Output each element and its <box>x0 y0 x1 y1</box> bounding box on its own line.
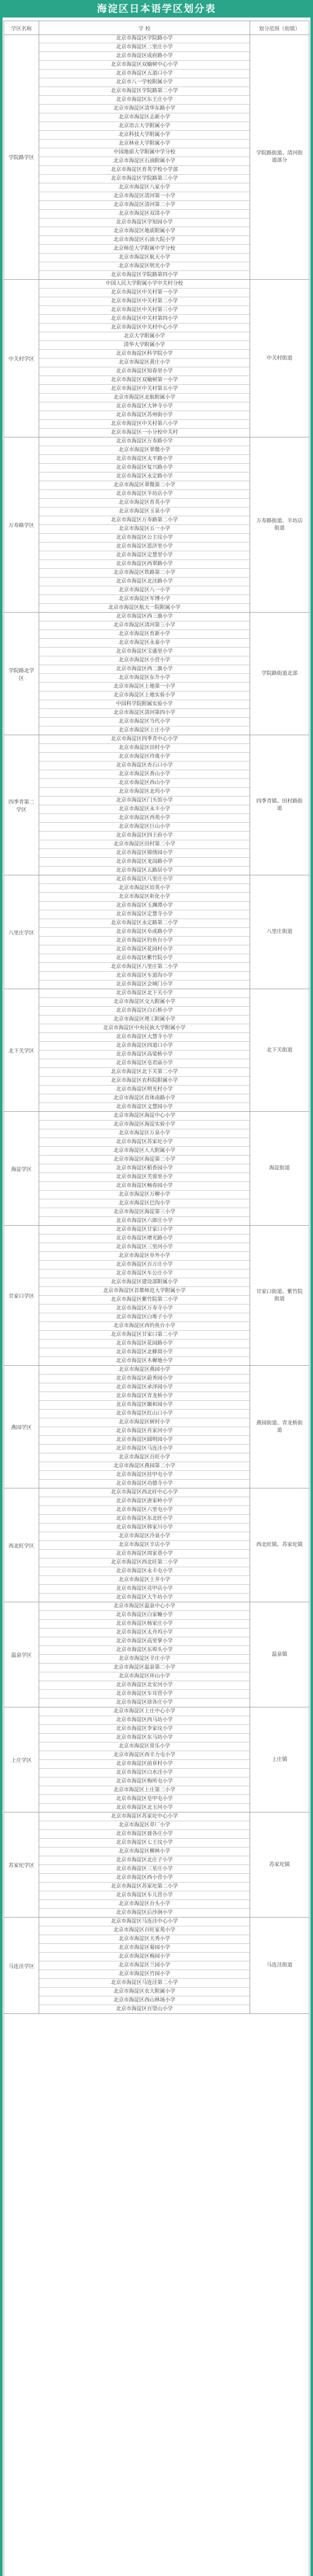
school-row: 北京市海淀区亮甲店小学 <box>39 1585 250 1594</box>
district-name: 万寿路学区 <box>4 437 39 612</box>
school-row: 北京市海淀区首都师范大学附属小学 <box>39 1287 250 1296</box>
school-row: 北京市海淀区白水洼小学 <box>39 1769 250 1777</box>
school-row: 北京市海淀区香山小学 <box>39 770 250 779</box>
school-row: 北京市海淀区车公庄小学 <box>39 1269 250 1278</box>
school-row: 北京市海淀区皂君庙小学 <box>39 1059 250 1068</box>
school-row: 北京市海淀区锦绣园小学 <box>39 849 250 858</box>
school-row: 北京市海淀区西三旗小学 <box>39 613 250 621</box>
school-row: 北京市海淀区冷泉小学 <box>39 1532 250 1541</box>
school-row: 北京市海淀区紫竹院第二小学 <box>39 1296 250 1304</box>
school-row: 北京市海淀区燕园第二小学 <box>39 1462 250 1471</box>
school-row: 中国地质大学附属中学分校 <box>39 148 250 157</box>
district-section <box>4 280 309 437</box>
school-row: 北京市海淀区北航附属小学 <box>39 394 250 402</box>
district-area: 四季青镇、田村路街道 <box>250 735 309 875</box>
school-row: 北京市海淀区苏州街小学 <box>39 411 250 420</box>
school-row: 北京市海淀区永定路第二小学 <box>39 919 250 928</box>
district-name: 学院路北学区 <box>4 613 39 735</box>
school-list <box>39 613 250 735</box>
school-row: 北京市海淀区聂各庄小学 <box>39 1830 250 1839</box>
school-row: 北京市海淀区皂甲屯小学 <box>39 1795 250 1804</box>
school-row: 北京市海淀区徐各庄小学 <box>116 1700 173 1705</box>
district-area: 北下关街道 <box>250 989 309 1111</box>
table-header <box>4 21 309 35</box>
district-section <box>4 875 309 989</box>
school-row: 北京市海淀区钓鱼台小学 <box>39 937 250 945</box>
school-row: 北京市海淀区定慧寺小学 <box>39 910 250 919</box>
school-row: 北京市海淀区文慧园小学 <box>116 1104 173 1110</box>
district-area: 甘家口街道、紫竹院街道 <box>250 1226 309 1365</box>
school-row: 北京市海淀区白石桥小学 <box>39 1007 250 1015</box>
school-row: 清华大学附属小学 <box>39 341 250 350</box>
school-row: 北京市海淀区上庄小学 <box>119 727 170 733</box>
school-row: 北京市海淀区永丰屯小学 <box>39 1567 250 1576</box>
district-area: 上庄镇 <box>250 1707 309 1812</box>
school-row: 北京市海淀区海淀第二小学 <box>39 1156 250 1164</box>
school-row: 北京市海淀区西翠路小学 <box>39 560 250 569</box>
school-row: 北京市海淀区上庄第二小学 <box>39 1786 250 1795</box>
school-row: 北京市海淀区西钓鱼台小学 <box>39 1322 250 1331</box>
school-row: 北京市海淀区畅春园小学 <box>39 1182 250 1191</box>
school-row: 北京市海淀区恩济里小学 <box>39 543 250 551</box>
school-row: 北京市海淀区西苑小学 <box>39 814 250 823</box>
district-name: 马连洼学区 <box>4 1918 39 2013</box>
school-row: 北京市海淀区百万庄小学 <box>39 1261 250 1269</box>
school-row: 北京市海淀区承泽园小学 <box>39 1383 250 1392</box>
school-row: 北京市海淀区功德寺小学 <box>116 1481 173 1486</box>
school-row: 北京市海淀区北庄子小学 <box>39 1856 250 1865</box>
school-row: 北京市海淀区理工附属小学 <box>39 1015 250 1024</box>
school-row: 北京市海淀区燕园小学 <box>39 1366 250 1375</box>
school-row: 北京市海淀区学院路第二小学 <box>39 87 250 96</box>
school-row: 北京市海淀区育新小学 <box>39 630 250 639</box>
school-row: 北京市海淀区海淀中心小学 <box>39 1112 250 1121</box>
school-row: 北京市海淀区宝盛里小学 <box>39 648 250 656</box>
district-section <box>4 1602 309 1707</box>
district-area: 八里庄街道 <box>250 875 309 989</box>
school-row: 北京市海淀区阜成路小学 <box>39 928 250 937</box>
school-row: 北京市海淀区翠微第二小学 <box>39 481 250 490</box>
school-row: 北京市海淀区羊坊店小学 <box>39 490 250 499</box>
district-name: 海淀学区 <box>4 1112 39 1225</box>
school-row: 北京市海淀区建设部附属小学 <box>39 1278 250 1287</box>
school-row: 北京市海淀区北玉河小学 <box>116 1805 173 1810</box>
school-row: 北京市海淀区培英小学 <box>39 884 250 893</box>
school-row: 北京大学附属小学 <box>39 332 250 341</box>
school-row: 北京市海淀区清华东路小学 <box>39 105 250 113</box>
school-row: 北京市海淀区一小分校中关村 <box>111 430 178 435</box>
district-area: 马连洼街道 <box>250 1918 309 2013</box>
school-row: 北京市海淀区永泰小学 <box>39 639 250 648</box>
school-row: 北京市海淀区石油附属小学 <box>39 157 250 166</box>
school-row: 北京市海淀区航天一院附属小学 <box>108 605 180 611</box>
school-row: 北京市海淀区马连洼第二小学 <box>39 1979 250 1988</box>
school-row: 北京市海淀区颐和园小学 <box>39 1401 250 1410</box>
school-row: 北京市海淀区定慧里小学 <box>39 551 250 560</box>
school-row: 北京市海淀区成府路小学 <box>39 52 250 61</box>
school-row: 北京市海淀区八一小学 <box>39 586 250 595</box>
school-row: 北京林业大学附属小学 <box>39 140 250 148</box>
school-row: 北京市海淀区常乐小学 <box>39 1742 250 1751</box>
school-row: 北京市海淀区石油大院小学 <box>39 236 250 245</box>
school-row: 北京市海淀区明光小学 <box>39 262 250 271</box>
school-row: 北京市海淀区永定路小学 <box>39 472 250 481</box>
school-row: 北京市八一学校附属小学 <box>39 78 250 87</box>
school-row: 北京市海淀区上地第一小学 <box>39 683 250 691</box>
school-row: 北京市海淀区永丰小学 <box>39 805 250 814</box>
school-row: 北京市海淀区中关村第二小学 <box>39 297 250 306</box>
school-row: 北京市海淀区双清小学 <box>39 210 250 218</box>
school-row: 北京市海淀区中关村中心小学 <box>39 324 250 332</box>
school-list <box>39 1602 250 1707</box>
district-area: 西北旺镇、苏家坨镇 <box>250 1488 309 1602</box>
school-row: 北京市海淀区八里庄小学 <box>39 875 250 884</box>
school-row: 北京市海淀区中关村第四小学 <box>39 315 250 324</box>
school-row: 北京市海淀区北蜂窝小学 <box>39 1348 250 1357</box>
page-title: 海淀区日本语学区划分表 <box>0 0 313 18</box>
school-row: 北京市海淀区东埠头小学 <box>39 1646 250 1655</box>
school-row: 北京市海淀区五道口小学 <box>39 70 250 78</box>
school-row: 北京市海淀区万寿路小学 <box>39 437 250 446</box>
school-row: 北京市海淀区育英学校小学部 <box>39 166 250 175</box>
district-name: 学院路学区 <box>4 35 39 279</box>
school-row: 北京市海淀区温泉中心小学 <box>39 1602 250 1611</box>
school-row: 北京市海淀区清河第二小学 <box>39 201 250 210</box>
school-row: 北京市海淀区白堆子小学 <box>39 1313 250 1322</box>
school-row: 北京市海淀区会城门小学 <box>116 981 173 987</box>
school-row: 北京市海淀区北坞小学 <box>39 788 250 796</box>
school-row: 北京市海淀区清河第四小学 <box>39 709 250 718</box>
school-row: 北京市海淀区四王府小学 <box>39 832 250 840</box>
school-row: 北京市海淀区甘家口第二小学 <box>39 1331 250 1340</box>
school-list <box>39 735 250 875</box>
school-row: 北京市海淀区知春里小学 <box>39 367 250 376</box>
district-section <box>4 35 309 280</box>
school-row: 北京市海淀区六里屯小学 <box>39 1506 250 1515</box>
school-row: 北京市海淀区学院路小学 <box>39 35 250 43</box>
district-section <box>4 989 309 1112</box>
school-row: 北京市海淀区百旺小学 <box>39 1453 250 1462</box>
school-row: 北京市海淀区八里庄第二小学 <box>39 963 250 972</box>
school-row: 北京市海淀区西北旺中心小学 <box>39 1488 250 1497</box>
school-row: 北京市海淀区七王坟小学 <box>39 1839 250 1848</box>
school-row: 北京市海淀区地质附属小学 <box>39 227 250 236</box>
school-row: 北京市海淀区环山小学 <box>39 1672 250 1681</box>
school-row: 北京市海淀区大慧寺小学 <box>39 1033 250 1042</box>
header-area: 划分范围（街镇） <box>250 21 309 35</box>
school-row: 北京市海淀区花园村小学 <box>39 945 250 954</box>
school-row: 北京市海淀区草厂小学 <box>39 1821 250 1830</box>
school-row: 北京市海淀区东马坊小学 <box>39 1734 250 1742</box>
school-row: 北京市海淀区土井小学 <box>39 1576 250 1585</box>
school-row: 北京市海淀区小营小学 <box>39 656 250 665</box>
school-row: 北京市海淀区车道沟小学 <box>39 972 250 980</box>
school-row: 北京市海淀区太平路小学 <box>39 455 250 464</box>
school-row: 北京市海淀区万泉小学 <box>39 1129 250 1138</box>
school-row: 北京市海淀区黄庄小学 <box>39 359 250 367</box>
school-row: 北京市海淀区玉渊潭小学 <box>39 902 250 910</box>
school-row: 北京市海淀区西辛力屯小学 <box>39 1751 250 1760</box>
school-list <box>39 875 250 989</box>
school-row: 北京市海淀区海淀第三小学 <box>39 1208 250 1217</box>
school-row: 北京市海淀区田村小学 <box>39 744 250 753</box>
school-row: 北京市海淀区高梁桥小学 <box>39 1050 250 1059</box>
school-row: 北京市海淀区马连洼中心小学 <box>39 1918 250 1926</box>
school-row: 北京市海淀区万柳小学 <box>39 1191 250 1199</box>
school-row: 北京市海淀区李家坟小学 <box>39 1725 250 1734</box>
school-row: 北京市海淀区翠微小学 <box>39 446 250 455</box>
school-row: 北京市海淀区芙蓉里小学 <box>39 1173 250 1182</box>
school-row: 北京市海淀区六郎庄小学 <box>116 1218 173 1224</box>
school-row: 北京市海淀区稻香园小学 <box>39 1164 250 1173</box>
district-name: 苏家坨学区 <box>4 1812 39 1917</box>
school-row: 北京市海淀区海淀实验小学 <box>39 1121 250 1129</box>
school-row: 北京市海淀区杏石口小学 <box>39 761 250 770</box>
school-row: 北京市海淀区车儿营小学 <box>39 1891 250 1900</box>
district-table <box>4 21 309 2576</box>
school-row: 中国人民大学附属小学中关村分校 <box>39 280 250 289</box>
school-row: 北京市海淀区红山口小学 <box>39 1410 250 1418</box>
school-row: 北京市海淀区高里掌小学 <box>39 1637 250 1646</box>
district-area: 学院路街道北部 <box>250 613 309 735</box>
school-row: 北京市海淀区增光路小学 <box>39 1234 250 1243</box>
school-list <box>39 437 250 612</box>
school-row: 北京市海淀区梅所屯小学 <box>39 1777 250 1786</box>
school-row: 北京市海淀区竹园小学 <box>39 1970 250 1979</box>
school-list <box>39 1366 250 1488</box>
school-row: 北京市海淀区菊园小学 <box>39 1944 250 1953</box>
school-row: 北京市海淀区龙岗路小学 <box>39 858 250 867</box>
school-row: 北京市海淀区百旺家苑小学 <box>39 1926 250 1935</box>
school-row: 北京市海淀区四道口小学 <box>39 1042 250 1050</box>
school-row: 北京市海淀区大牛坊小学 <box>116 1595 173 1600</box>
school-row: 北京市海淀区花园路小学 <box>39 1340 250 1348</box>
district-section <box>4 1918 309 2014</box>
header-schools: 学 校 <box>138 26 151 32</box>
school-row: 北京市海淀区学院路第四小学 <box>111 272 178 278</box>
school-row: 北京市海淀区农科院附属小学 <box>39 1077 250 1086</box>
district-name: 四季青第二学区 <box>4 735 39 875</box>
school-row: 北京市海淀区挂甲屯小学 <box>39 1471 250 1480</box>
district-name: 燕园学区 <box>4 1366 39 1488</box>
school-row: 北京市海淀区中央民族大学附属小学 <box>39 1024 250 1033</box>
school-row: 北京市海淀区铁路第二小学 <box>39 569 250 578</box>
school-list <box>39 1918 250 2013</box>
school-row: 北京市海淀区田村第二小学 <box>39 840 250 849</box>
school-row: 北京科技大学附属小学 <box>39 131 250 140</box>
district-area: 万寿路街道、羊坊店街道 <box>250 437 309 612</box>
school-row: 北京市海淀区东北旺小学 <box>39 1515 250 1523</box>
school-row: 北京市海淀区梅园小学 <box>39 1953 250 1961</box>
school-row: 北京市海淀区人大附属小学 <box>39 1147 250 1156</box>
district-section <box>4 1366 309 1488</box>
school-row: 北京市海淀区玉泉小学 <box>39 507 250 516</box>
district-area: 苏家坨镇 <box>250 1812 309 1917</box>
school-row: 北京市海淀区唐家岭小学 <box>39 1497 250 1506</box>
school-row: 北京市海淀区北洼路小学 <box>39 578 250 586</box>
school-row: 北京市海淀区中关村第五小学 <box>39 385 250 394</box>
school-row: 北京市海淀区五一小学 <box>39 525 250 534</box>
school-row: 北京市海淀区门头馆小学 <box>39 796 250 805</box>
school-row: 北京市海淀区八家小学 <box>39 183 250 192</box>
district-area: 海淀街道 <box>250 1112 309 1225</box>
school-row: 北京市海淀区圆明园小学 <box>39 1436 250 1445</box>
school-row: 北京市海淀区学知园小学 <box>39 218 250 227</box>
school-list <box>39 1226 250 1365</box>
district-name: 上庄学区 <box>4 1707 39 1812</box>
school-list <box>39 1112 250 1225</box>
school-row: 北京市海淀区天秀小学 <box>39 1935 250 1944</box>
school-row: 北京市海淀区明光村小学 <box>39 1086 250 1094</box>
school-row: 北京市海淀区中关村第一小学 <box>39 289 250 297</box>
school-row: 北京语言大学附属小学 <box>39 122 250 131</box>
school-row: 北京市海淀区兰园小学 <box>39 1961 250 1970</box>
district-name: 中关村学区 <box>4 280 39 437</box>
school-row: 北京市海淀区复兴路小学 <box>39 464 250 472</box>
district-name: 甘家口学区 <box>4 1226 39 1365</box>
school-row: 北京市海淀区前章村小学 <box>39 1760 250 1769</box>
district-name: 温泉学区 <box>4 1602 39 1707</box>
school-row: 北京市海淀区万寿路第二小学 <box>39 516 250 525</box>
school-row: 北京市海淀区双榆树第一小学 <box>39 376 250 385</box>
district-name: 八里庄学区 <box>4 875 39 989</box>
school-row: 北京市海淀区中关村第三小学 <box>39 306 250 315</box>
school-row: 北京市海淀区甘家口小学 <box>39 1226 250 1234</box>
school-row: 北京市海淀区树村小学 <box>39 1418 250 1427</box>
school-row: 北京市海淀区西山小学 <box>39 779 250 788</box>
school-row: 北京市海淀区后沙涧小学 <box>116 1910 173 1916</box>
school-row: 北京市海淀区上地实验小学 <box>39 691 250 700</box>
school-row: 北京市海淀区白家疃小学 <box>39 1611 250 1620</box>
school-row: 北京市海淀区学院路第三小学 <box>39 175 250 183</box>
school-row: 北京市海淀区西山林场小学 <box>39 1996 250 2005</box>
school-row: 北京市海淀区巨山小学 <box>39 823 250 832</box>
school-list <box>39 1488 250 1602</box>
district-section <box>4 1488 309 1602</box>
school-list <box>39 989 250 1111</box>
school-row: 北京市海淀区韩家川小学 <box>39 1523 250 1532</box>
school-row: 北京市海淀区北下关第二小学 <box>39 1068 250 1077</box>
school-row: 北京市海淀区五路居小学 <box>116 868 173 873</box>
school-row: 北京市海淀区辛店小学 <box>39 1541 250 1550</box>
school-row: 北京市海淀区万寿寺小学 <box>39 1304 250 1313</box>
district-section <box>4 1812 309 1918</box>
school-row: 北京市海淀区杨家庄小学 <box>39 1620 250 1629</box>
header-district: 学区名称 <box>4 21 39 35</box>
school-row: 北京市海淀区肖家河小学 <box>39 1427 250 1436</box>
school-row: 北京市海淀区紫竹院小学 <box>39 954 250 963</box>
district-name: 西北旺学区 <box>4 1488 39 1602</box>
school-row: 北京市海淀区太舟坞小学 <box>39 1629 250 1637</box>
school-row: 北京市海淀区木樨地小学 <box>116 1358 173 1364</box>
school-row: 北京市海淀区温泉第二小学 <box>39 1664 250 1672</box>
school-row: 北京市海淀区三里河小学 <box>39 1243 250 1252</box>
school-row: 北京市海淀区玲珑小学 <box>39 753 250 761</box>
school-row: 北京市海淀区百望山小学 <box>116 2006 173 2012</box>
school-row: 北京市海淀区彰化小学 <box>39 893 250 902</box>
school-row: 北京市海淀区交大附属小学 <box>39 998 250 1007</box>
school-row: 北京市海淀区西北旺第二小学 <box>39 1558 250 1567</box>
school-row: 北京市海淀区苏家坨中心小学 <box>39 1812 250 1821</box>
school-row: 北京市海淀区清河第三小学 <box>39 621 250 630</box>
school-row: 北京市海淀区东升小学 <box>39 674 250 683</box>
school-row: 北京市海淀区当代小学 <box>39 718 250 726</box>
school-row: 北京市海淀区首体南路小学 <box>39 1094 250 1103</box>
school-row: 北京市海淀区巴沟小学 <box>39 1199 250 1208</box>
school-row: 北京市海淀区周家巷小学 <box>39 1550 250 1558</box>
school-row: 北京市海淀区大钟寺小学 <box>39 402 250 411</box>
school-row: 北京市海淀区三星庄小学 <box>39 1865 250 1874</box>
school-row: 北京市海淀区清河第一小学 <box>39 192 250 201</box>
school-row: 北京市海淀区台头小学 <box>39 1900 250 1909</box>
school-row: 北京市海淀区柳林小学 <box>39 1848 250 1856</box>
district-area: 温泉镇 <box>250 1602 309 1707</box>
school-list <box>39 35 250 279</box>
school-row: 北京师范大学附属中学分校 <box>39 245 250 253</box>
school-row: 北京市海淀区四季青中心小学 <box>39 735 250 744</box>
school-row: 中国科学院附属实验小学 <box>39 700 250 709</box>
school-list <box>39 1812 250 1917</box>
school-row: 北京市海淀区二里庄小学 <box>39 43 250 52</box>
district-section <box>4 613 309 735</box>
school-row: 北京市海淀区苏家坨小学 <box>39 1138 250 1147</box>
school-row: 北京市海淀区东王庄小学 <box>39 96 250 105</box>
school-row: 北京市海淀区辛庄小学 <box>39 1655 250 1664</box>
school-row: 北京市海淀区农大附属小学 <box>39 1988 250 1996</box>
district-section <box>4 735 309 875</box>
district-area: 燕园街道、青龙桥街道 <box>250 1366 309 1488</box>
school-row: 北京市海淀区马连洼小学 <box>39 1445 250 1453</box>
school-row: 北京市海淀区双榆树中心小学 <box>39 61 250 70</box>
district-section <box>4 1226 309 1366</box>
district-section <box>4 1707 309 1812</box>
district-area: 中关村街道 <box>250 280 309 437</box>
school-row: 北京市海淀区志新小学 <box>39 113 250 122</box>
school-row: 北京市海淀区车耳营小学 <box>39 1690 250 1699</box>
school-list <box>39 280 250 437</box>
school-row: 北京市海淀区育英小学 <box>39 499 250 507</box>
district-section <box>4 1112 309 1226</box>
school-row: 北京市海淀区中关村第六小学 <box>39 420 250 429</box>
school-row: 北京市海淀区青龙桥小学 <box>39 1392 250 1401</box>
district-name: 北下关学区 <box>4 989 39 1111</box>
school-row: 北京市海淀区上庄中心小学 <box>39 1707 250 1716</box>
district-area: 学院路街道、清河街道部分 <box>250 35 309 279</box>
school-row: 北京市海淀区阜外小学 <box>39 1252 250 1261</box>
school-row: 北京市海淀区西二旗小学 <box>39 665 250 674</box>
school-row: 北京市海淀区北下关小学 <box>39 989 250 998</box>
school-row: 北京市海淀区公主坟小学 <box>39 534 250 543</box>
school-row: 北京市海淀区军博小学 <box>39 595 250 604</box>
school-row: 北京市海淀区西小营小学 <box>39 1874 250 1883</box>
school-row: 北京市海淀区蔚秀园小学 <box>39 1375 250 1383</box>
school-row: 北京市海淀区苏家坨第二小学 <box>39 1883 250 1891</box>
school-row: 北京市海淀区航天小学 <box>39 253 250 262</box>
district-section <box>4 437 309 613</box>
school-list <box>39 1707 250 1812</box>
school-row: 北京市海淀区西马坊小学 <box>39 1716 250 1725</box>
school-row: 北京市海淀区北安河小学 <box>39 1681 250 1690</box>
school-row: 北京市海淀区科学院小学 <box>39 350 250 359</box>
